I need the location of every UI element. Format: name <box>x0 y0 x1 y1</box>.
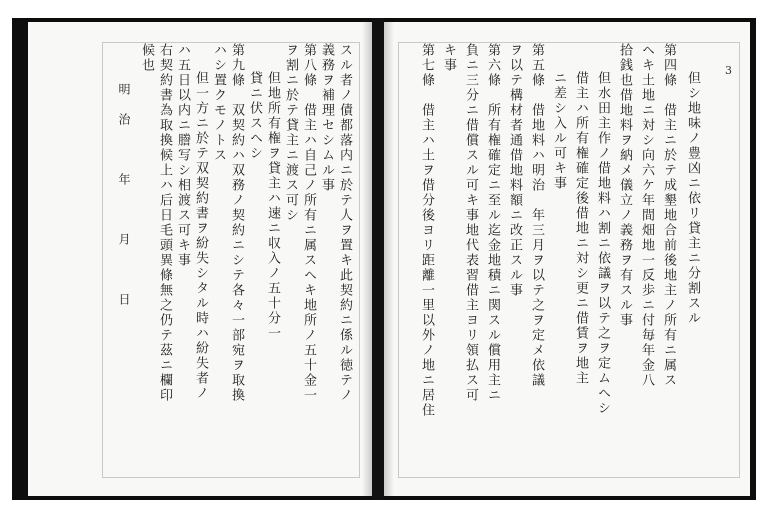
text-column: 但シ地味ノ豊凶ニ依リ貸主ニ分割スル <box>685 71 700 326</box>
text-column: 義務ヲ補理セシムル事 <box>319 43 334 193</box>
left-page-text-block <box>102 42 360 478</box>
left-page <box>28 22 372 496</box>
text-column: キ事 <box>441 43 456 73</box>
text-column: 第九條 双契約ハ双務ノ契約ニシテ各々一部宛ヲ取換 <box>229 43 244 403</box>
text-column: ハシ置クモノトス <box>211 43 226 163</box>
text-column: スル者ノ債都落内ニ於テ人ヲ置キ此契約ニ係ル徳テノ <box>337 43 352 403</box>
text-column: 第七條 借主ハ土ヲ借分後ヨリ距離一里以外ノ地ニ居住 <box>419 43 434 418</box>
text-column: 第五條 借地料ハ明治 年三月ヲ以テ之ヲ定メ依議 <box>529 43 544 388</box>
text-column: 但一方ニ於テ双契約書ヲ紛失シタル時ハ紛失者ノ <box>193 71 208 401</box>
text-column: ニ差シ入ル可キ事 <box>551 71 566 191</box>
text-column: 右契約書為取換候上ハ后日毛頭異條無之仍テ茲ニ欄印 <box>157 43 172 403</box>
text-column: ヲ以テ構材者通借地料額ニ改正スル事 <box>507 43 522 298</box>
page-fold-shadow <box>384 22 394 496</box>
text-column: 第四條 借主ニ於テ成墾地合前後地主ノ所有ニ属ス <box>661 43 676 388</box>
book-spread <box>12 18 756 500</box>
text-column: 借主ハ所有権確定後借地ニ対シ更ニ借賃ヲ地主 <box>573 71 588 386</box>
text-column: 但水田主作ノ借地料ハ割ニ依議ヲ以テ之ヲ定ムヘシ <box>595 71 610 416</box>
text-column: 第六條 所有権確定ニ至ル迄金地積ニ関スル償用主ニ <box>485 43 500 403</box>
text-column: 貸ニ伏スヘシ <box>247 71 262 161</box>
text-column: 但地所有権ヲ貸主ハ速ニ収入ノ五十分一 <box>265 71 280 341</box>
book-gutter <box>372 18 384 500</box>
text-column: ヲ割ニ於テ貸主ニ渡ス可シ <box>283 43 298 223</box>
page-fold-shadow <box>362 22 372 496</box>
right-page-text-block <box>398 42 740 478</box>
text-column: 第八條 借主ハ自己ノ所有ニ属スヘキ地所ノ五十金一 <box>301 43 316 403</box>
text-column: 負ニ三分ニ借償スル可キ事地代表習借主ヨリ領払ス可 <box>463 43 478 403</box>
text-column: ハ五日以内ニ謄写シ相渡ス可キ事 <box>175 43 190 268</box>
text-column: 候也 <box>139 43 154 73</box>
right-page <box>384 22 750 496</box>
text-column: ヘキ土地ニ対シ向六ケ年間畑地一反歩ニ付毎年金八 <box>639 43 654 388</box>
date-line: 明治 年 月 日 <box>117 83 131 323</box>
text-column: 拾銭也借地料ヲ納メ儀立ノ義務ヲ有スル事 <box>617 43 632 328</box>
page-number: 3 <box>725 64 732 77</box>
